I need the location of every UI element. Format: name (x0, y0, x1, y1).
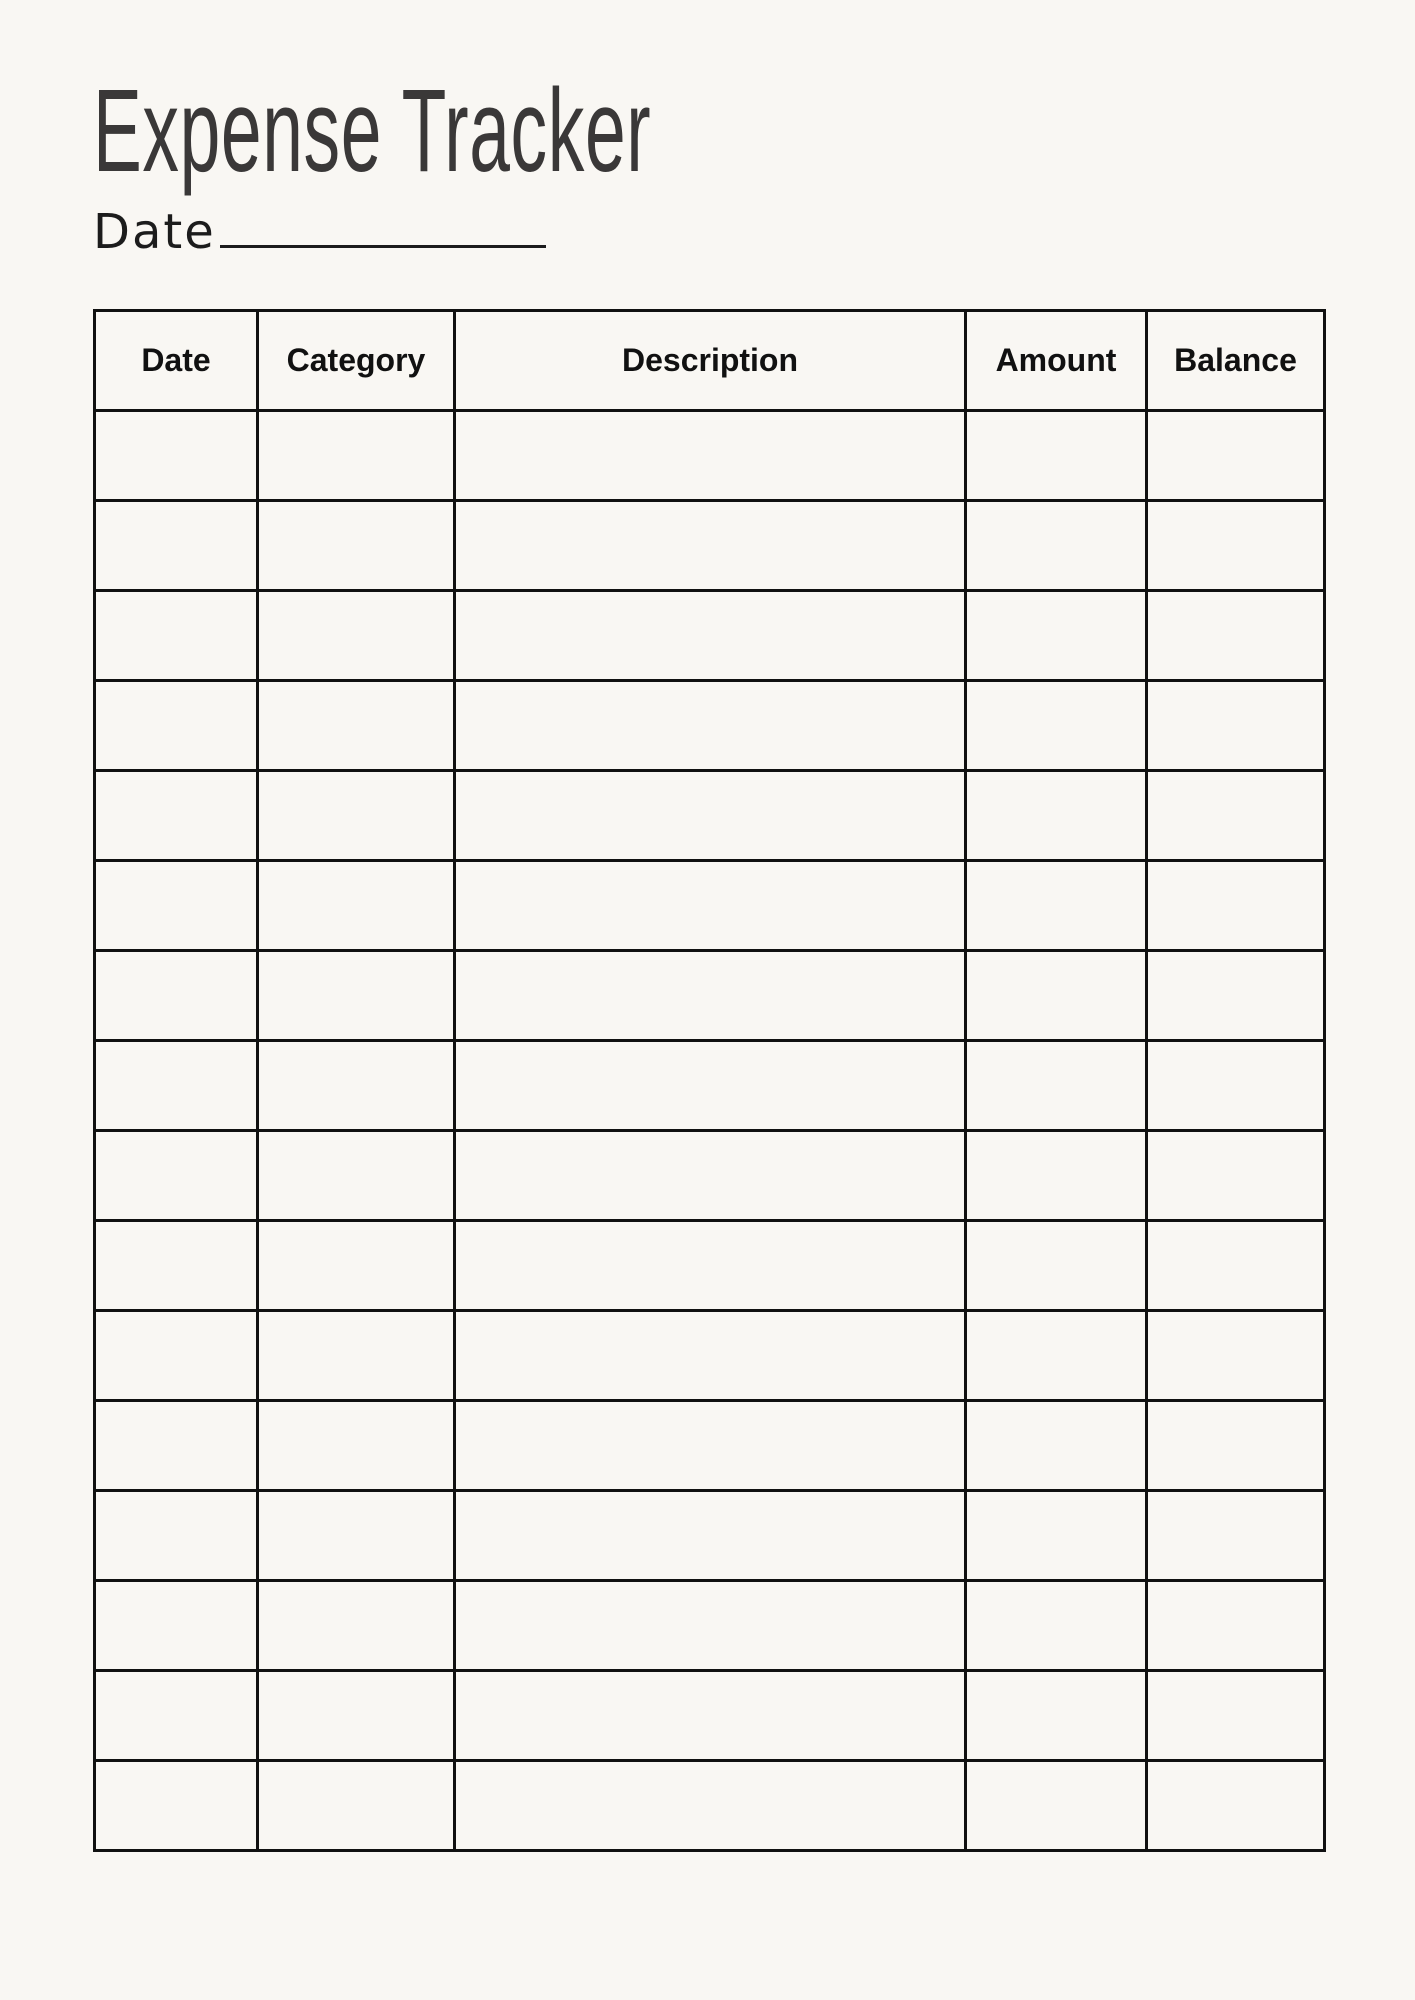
table-row (95, 1581, 1325, 1671)
amount-cell[interactable] (966, 771, 1147, 861)
expense-table (93, 309, 1326, 1852)
table-row (95, 681, 1325, 771)
balance-cell[interactable] (1147, 1671, 1325, 1761)
date-cell[interactable] (95, 411, 258, 501)
table-row (95, 1491, 1325, 1581)
description-cell[interactable] (455, 1491, 966, 1581)
category-cell[interactable] (258, 1221, 455, 1311)
description-cell[interactable] (455, 1041, 966, 1131)
balance-cell[interactable] (1147, 1221, 1325, 1311)
category-cell[interactable] (258, 501, 455, 591)
date-cell[interactable] (95, 1311, 258, 1401)
category-cell[interactable] (258, 1401, 455, 1491)
category-cell[interactable] (258, 1491, 455, 1581)
date-cell[interactable] (95, 1491, 258, 1581)
date-cell[interactable] (95, 861, 258, 951)
date-cell[interactable] (95, 1401, 258, 1491)
description-cell[interactable] (455, 1401, 966, 1491)
category-cell[interactable] (258, 591, 455, 681)
date-cell[interactable] (95, 951, 258, 1041)
category-cell[interactable] (258, 411, 455, 501)
column-header-amount: Amount (966, 311, 1147, 411)
date-cell[interactable] (95, 1581, 258, 1671)
description-cell[interactable] (455, 501, 966, 591)
balance-cell[interactable] (1147, 501, 1325, 591)
table-row (95, 501, 1325, 591)
balance-cell[interactable] (1147, 1401, 1325, 1491)
description-cell[interactable] (455, 861, 966, 951)
category-cell[interactable] (258, 1311, 455, 1401)
balance-cell[interactable] (1147, 1761, 1325, 1851)
date-blank-line[interactable] (220, 245, 546, 248)
date-cell[interactable] (95, 1041, 258, 1131)
description-cell[interactable] (455, 1221, 966, 1311)
amount-cell[interactable] (966, 501, 1147, 591)
date-cell[interactable] (95, 681, 258, 771)
category-cell[interactable] (258, 1131, 455, 1221)
column-header-balance: Balance (1147, 311, 1325, 411)
page-title: Expense Tracker (93, 65, 652, 197)
balance-cell[interactable] (1147, 951, 1325, 1041)
amount-cell[interactable] (966, 1311, 1147, 1401)
date-cell[interactable] (95, 771, 258, 861)
description-cell[interactable] (455, 1761, 966, 1851)
table-row (95, 1671, 1325, 1761)
date-cell[interactable] (95, 1761, 258, 1851)
date-label: Date (93, 204, 216, 260)
category-cell[interactable] (258, 681, 455, 771)
description-cell[interactable] (455, 1311, 966, 1401)
table-row (95, 1221, 1325, 1311)
description-cell[interactable] (455, 591, 966, 681)
amount-cell[interactable] (966, 411, 1147, 501)
table-row (95, 1401, 1325, 1491)
amount-cell[interactable] (966, 591, 1147, 681)
table-row (95, 1041, 1325, 1131)
category-cell[interactable] (258, 1671, 455, 1761)
date-cell[interactable] (95, 1131, 258, 1221)
table-row (95, 1761, 1325, 1851)
description-cell[interactable] (455, 681, 966, 771)
amount-cell[interactable] (966, 951, 1147, 1041)
date-cell[interactable] (95, 1221, 258, 1311)
table-row (95, 591, 1325, 681)
description-cell[interactable] (455, 411, 966, 501)
category-cell[interactable] (258, 1761, 455, 1851)
category-cell[interactable] (258, 861, 455, 951)
amount-cell[interactable] (966, 1041, 1147, 1131)
table-header-row (95, 311, 1325, 411)
column-header-date: Date (95, 311, 258, 411)
amount-cell[interactable] (966, 1491, 1147, 1581)
amount-cell[interactable] (966, 681, 1147, 771)
table-row (95, 411, 1325, 501)
date-cell[interactable] (95, 591, 258, 681)
amount-cell[interactable] (966, 1761, 1147, 1851)
description-cell[interactable] (455, 1671, 966, 1761)
amount-cell[interactable] (966, 1221, 1147, 1311)
description-cell[interactable] (455, 771, 966, 861)
description-cell[interactable] (455, 951, 966, 1041)
table-body (95, 411, 1325, 1851)
balance-cell[interactable] (1147, 1311, 1325, 1401)
table-row (95, 861, 1325, 951)
balance-cell[interactable] (1147, 1041, 1325, 1131)
category-cell[interactable] (258, 951, 455, 1041)
column-header-description: Description (455, 311, 966, 411)
balance-cell[interactable] (1147, 771, 1325, 861)
date-cell[interactable] (95, 501, 258, 591)
description-cell[interactable] (455, 1131, 966, 1221)
category-cell[interactable] (258, 1041, 455, 1131)
category-cell[interactable] (258, 771, 455, 861)
amount-cell[interactable] (966, 861, 1147, 951)
table-row (95, 771, 1325, 861)
balance-cell[interactable] (1147, 411, 1325, 501)
table-row (95, 1131, 1325, 1221)
balance-cell[interactable] (1147, 681, 1325, 771)
amount-cell[interactable] (966, 1671, 1147, 1761)
balance-cell[interactable] (1147, 1491, 1325, 1581)
date-cell[interactable] (95, 1671, 258, 1761)
category-cell[interactable] (258, 1581, 455, 1671)
column-header-category: Category (258, 311, 455, 411)
balance-cell[interactable] (1147, 591, 1325, 681)
balance-cell[interactable] (1147, 861, 1325, 951)
balance-cell[interactable] (1147, 1581, 1325, 1671)
amount-cell[interactable] (966, 1131, 1147, 1221)
amount-cell[interactable] (966, 1401, 1147, 1491)
balance-cell[interactable] (1147, 1131, 1325, 1221)
amount-cell[interactable] (966, 1581, 1147, 1671)
date-field[interactable] (93, 204, 546, 260)
description-cell[interactable] (455, 1581, 966, 1671)
table-row (95, 1311, 1325, 1401)
table-row (95, 951, 1325, 1041)
